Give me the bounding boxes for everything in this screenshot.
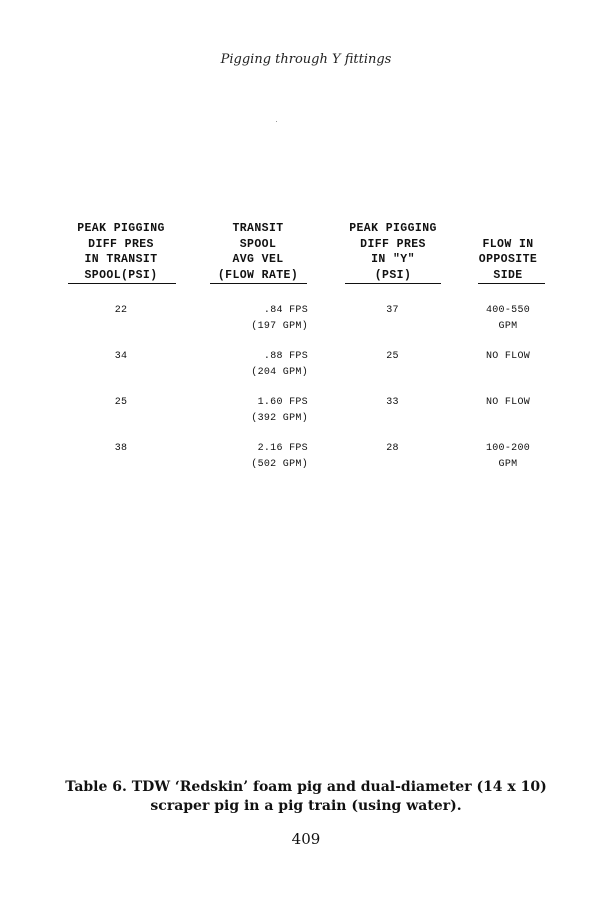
table-cell-peak-y: 28 xyxy=(386,443,399,454)
table-cell-peak-y: 33 xyxy=(386,397,399,408)
table-cell-peak-transit: 25 xyxy=(114,397,128,408)
table-cell-velocity: 2.16 FPS (502 GPM) xyxy=(251,443,308,470)
table-cell-velocity: .88 FPS (204 GPM) xyxy=(251,351,308,378)
table-cell-opposite-flow: 400-550 GPM xyxy=(485,305,531,332)
page-number: 409 xyxy=(291,830,321,848)
table-cell-opposite-flow: NO FLOW xyxy=(485,397,531,408)
header-rule-3 xyxy=(345,283,441,284)
table-cell-peak-transit: 34 xyxy=(114,351,128,362)
table-cell-peak-transit: 22 xyxy=(114,305,128,316)
header-peak-pigging-y: PEAK PIGGING DIFF PRES IN "Y" (PSI) xyxy=(349,222,437,282)
header-rule-1 xyxy=(68,283,176,284)
table-cell-peak-transit: 38 xyxy=(114,443,128,454)
table-cell-peak-y: 25 xyxy=(386,351,399,362)
table-cell-velocity: 1.60 FPS (392 GPM) xyxy=(251,397,308,424)
table-cell-peak-y: 37 xyxy=(386,305,399,316)
header-flow-opposite-side: FLOW IN OPPOSITE SIDE xyxy=(478,237,538,282)
scan-speck xyxy=(276,121,277,122)
header-peak-pigging-transit: PEAK PIGGING DIFF PRES IN TRANSIT SPOOL(PSI) xyxy=(77,222,165,282)
header-rule-2 xyxy=(210,283,307,284)
table-cell-opposite-flow: 100-200 GPM xyxy=(485,443,531,470)
table-caption: Table 6. TDW ‘Redskin’ foam pig and dual-diameter (14 x 10) scraper pig in a pig train (using water). xyxy=(65,779,547,814)
header-rule-4 xyxy=(478,283,545,284)
header-transit-spool-velocity: TRANSIT SPOOL AVG VEL (FLOW RATE) xyxy=(217,222,299,282)
table-cell-opposite-flow: NO FLOW xyxy=(485,351,531,362)
table-cell-velocity: .84 FPS (197 GPM) xyxy=(251,305,308,332)
running-head: Pigging through Y fittings xyxy=(220,52,392,67)
